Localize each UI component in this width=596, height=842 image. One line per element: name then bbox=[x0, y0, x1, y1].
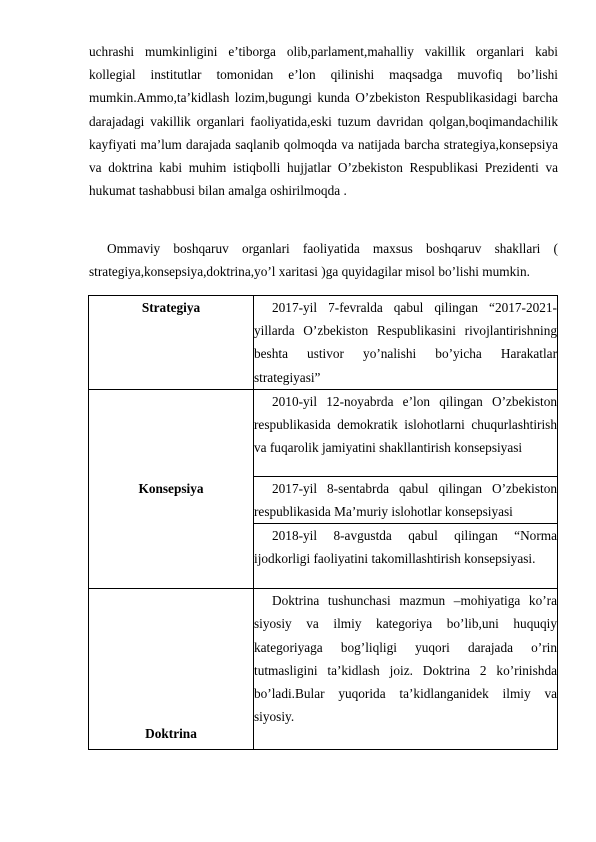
doktrina-text: Doktrina tushunchasi mazmun –mohiyatiga ko’ra siyosiy va ilmiy kategoriya bo’lib,uni huquqiy kategoriyaga bog’liqligi yuqori darajada o’rin tutmasligini ta’kidlash joiz. Doktrina 2 ko’rinishda bo’ladi.Bular yuqorida ta’kidlanganidek ilmiy va siyosiy. bbox=[254, 593, 557, 725]
strategiya-text: 2017-yil 7-fevralda qabul qilingan “2017-2021-yillarda O’zbekiston Respublikasini rivojlantirishning beshta ustivor yo’nalishi bo’yicha Harakatlar strategiyasi” bbox=[254, 300, 557, 385]
row-label-doktrina: Doktrina bbox=[89, 589, 254, 750]
konsepsiya-item-3-text: 2018-yil 8-avgustda qabul qilingan “Norma ijodkorligi faoliyatini takomillashtirish konsepsiyasi. bbox=[254, 528, 557, 567]
examples-table bbox=[88, 295, 558, 750]
row-label-strategiya: Strategiya bbox=[89, 296, 254, 390]
doktrina-description bbox=[254, 589, 558, 750]
table-row-strategiya bbox=[89, 296, 558, 390]
body-paragraph-2: Ommaviy boshqaruv organlari faoliyatida maxsus boshqaruv shakllari ( strategiya,konsepsiya,doktrina,yo’l xaritasi )ga quyidagilar misol bo’lishi mumkin. bbox=[89, 241, 558, 280]
table-row-konsepsiya-1 bbox=[89, 389, 558, 476]
body-paragraph-1: uchrashi mumkinligini e’tiborga olib,parlament,mahalliy vakillik organlari kabi kollegial institutlar tomonidan e’lon qilinishi maqsadga muvofiq bo’lishi mumkin.Ammo,ta’kidlash lozim,bugungi kunda O’zbekiston Respublikasidagi barcha darajadagi vakillik organlari faoliyatida,eski tuzum davridan qolgan,boqimandachilik kayfiyati ma’lum darajada saqlanib qolmoqda va natijada barcha strategiya,konsepsiya va doktrina kabi muhim istiqbolli hujjatlar O’zbekiston Respublikasi Prezidenti va hukumat tashabbusi bilan amalga oshirilmoqda . bbox=[89, 44, 558, 199]
konsepsiya-item-2-text: 2017-yil 8-sentabrda qabul qilingan O’zbekiston respublikasida Ma’muriy islohotlar konsepsiyasi bbox=[254, 480, 557, 520]
konsepsiya-item-3 bbox=[254, 524, 558, 589]
konsepsiya-item-1-text: 2010-yil 12-noyabrda e’lon qilingan O’zbekiston respublikasida demokratik islohotlarni chuqurlashtirish va fuqarolik jamiyatini shakllantirish konsepsiyasi bbox=[254, 393, 557, 456]
konsepsiya-item-1 bbox=[254, 389, 558, 476]
row-label-konsepsiya: Konsepsiya bbox=[89, 389, 254, 588]
konsepsiya-item-2 bbox=[254, 476, 558, 523]
strategiya-description bbox=[254, 296, 558, 390]
table-row-doktrina bbox=[89, 589, 558, 750]
